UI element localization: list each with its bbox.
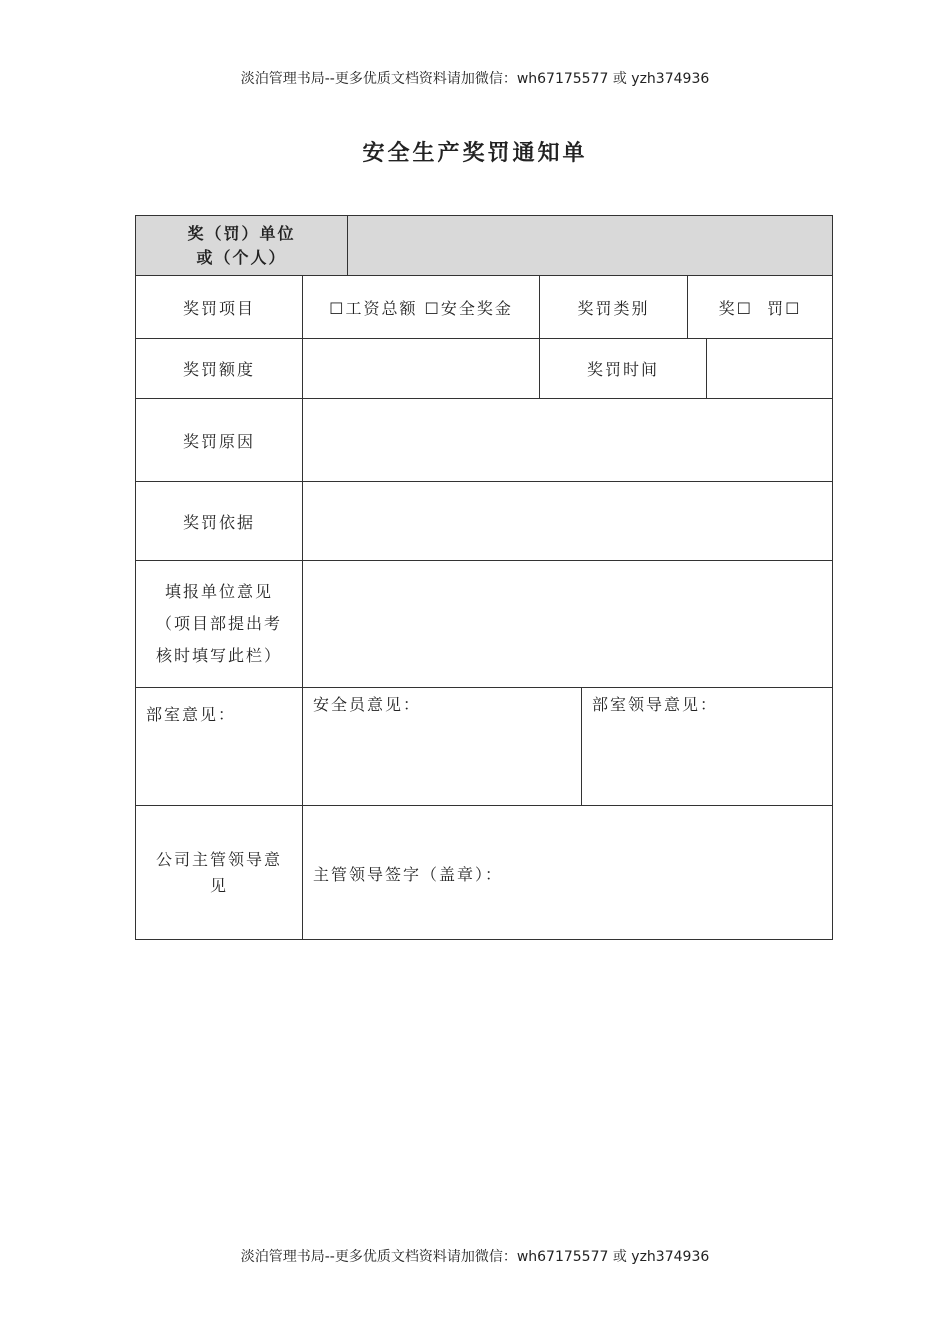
basis-label: 奖罚依据 <box>182 512 255 532</box>
amount-label: 奖罚额度 <box>182 360 255 379</box>
unit-label <box>136 216 347 275</box>
reason-field[interactable] <box>303 399 832 481</box>
time-label: 奖罚时间 <box>586 360 659 379</box>
unit-label-line2: 或（个人） <box>196 247 287 267</box>
dept-opinion-label: 部室意见： <box>146 705 237 724</box>
signature-label: 主管领导签字（盖章）： <box>313 864 504 884</box>
page-header: 淡泊管理书局--更多优质文档资料请加微信：wh67175577 或 yzh374936 <box>240 71 710 87</box>
company-leader-signature-field[interactable] <box>303 806 832 940</box>
reporter-opinion-line3: 核时填写此栏） <box>155 646 282 665</box>
time-field[interactable] <box>707 339 832 398</box>
page-footer: 淡泊管理书局--更多优质文档资料请加微信：wh67175577 或 yzh374936 <box>240 1249 710 1265</box>
reporter-opinion-line2: （项目部提出考 <box>155 614 282 633</box>
dept-leader-opinion-field[interactable] <box>582 688 832 805</box>
reason-label: 奖罚原因 <box>182 431 255 451</box>
safety-officer-opinion-field[interactable] <box>303 688 581 805</box>
company-leader-label-line1: 公司主管领导意 <box>155 850 282 869</box>
reporter-opinion-line1: 填报单位意见 <box>164 582 273 601</box>
document-title: 安全生产奖罚通知单 <box>362 141 588 166</box>
item-label: 奖罚项目 <box>182 298 255 318</box>
category-label: 奖罚类别 <box>577 298 650 318</box>
unit-field[interactable] <box>348 216 832 275</box>
reporter-opinion-label <box>136 561 302 687</box>
dept-leader-opinion-label: 部室领导意见： <box>592 695 719 714</box>
unit-label-line1: 奖（罚）单位 <box>187 223 296 243</box>
company-leader-label-line2: 见 <box>209 876 228 895</box>
reporter-opinion-field[interactable] <box>303 561 832 687</box>
item-options[interactable]: ☐工资总额 ☐安全奖金 <box>329 298 513 318</box>
amount-field[interactable] <box>303 339 539 398</box>
company-leader-opinion-label <box>136 806 302 940</box>
basis-field[interactable] <box>303 482 832 560</box>
category-options[interactable]: 奖☐ 罚☐ <box>718 298 802 318</box>
notice-form-table <box>135 215 833 940</box>
safety-officer-opinion-label: 安全员意见： <box>313 695 422 714</box>
